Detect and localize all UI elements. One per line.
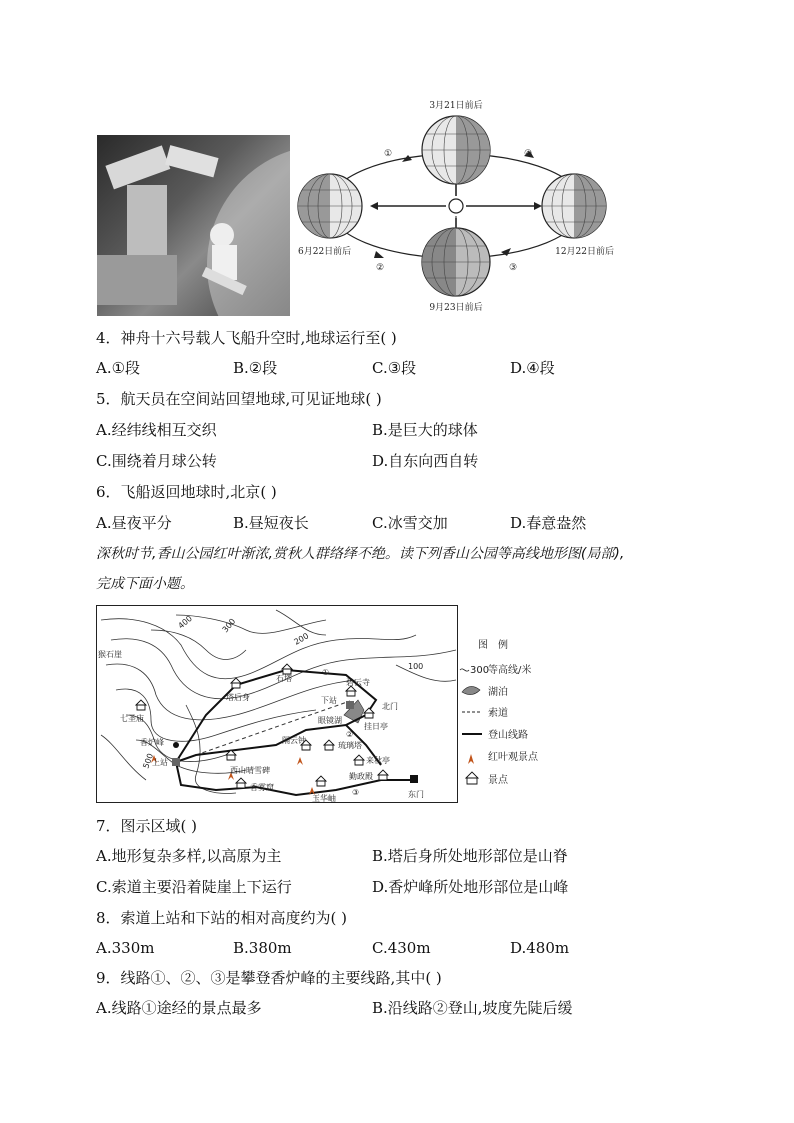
upper-station-marker [172,758,180,766]
legend-route: 登山线路 [488,730,528,741]
label-yuhuaxiu: 玉华岫 [312,794,336,803]
q8-option-b: B.380m [233,939,292,957]
astronaut-photo [97,135,290,316]
legend-redleaf: 红叶观景点 [488,752,538,763]
label-june: 6月22日前后 [298,247,352,257]
label-tahoushen: 塔后身 [226,693,250,702]
contour-symbol [460,669,469,671]
q4-option-c: C.③段 [372,359,417,377]
route-3-label: ③ [352,788,360,797]
legend-scenic: 景点 [488,775,508,786]
q7-option-d: D.香炉峰所处地形部位是山峰 [372,878,569,896]
q5-option-b: B.是巨大的球体 [372,421,478,439]
q6-option-d: D.春意盎然 [510,514,587,532]
label-qishengmiao: 七圣庙 [120,714,144,723]
question-4-stem: 4．神舟十六号载人飞船升空时,地球运行至( ) [96,329,397,347]
scenic-spot-icon [466,772,478,784]
q9-option-a: A.线路①途经的景点最多 [96,999,262,1017]
q5-option-c: C.围绕着月球公转 [96,452,217,470]
q6-option-c: C.冰雪交加 [372,514,448,532]
label-guairiting: 挂日亭 [364,722,388,731]
label-xiangwuku: 香雾窟 [250,783,274,792]
q9-option-b: B.沿线路②登山,坡度先陡后缓 [372,999,573,1017]
globe-march [422,116,490,184]
legend-contour-sample: 300 [470,665,490,676]
contour-500: 500 [141,752,156,770]
east-gate-marker [410,775,418,783]
contour-100: 100 [408,662,424,671]
label-laiqiuting: 来秋亭 [366,756,390,765]
question-9-stem: 9．线路①、②、③是攀登香炉峰的主要线路,其中( ) [96,969,442,987]
q7-option-a: A.地形复杂多样,以高原为主 [96,847,282,865]
legend-lake: 湖泊 [488,687,508,698]
map-legend [458,636,568,806]
contour-200: 200 [292,631,311,647]
route-2-label: ② [346,730,354,739]
q4-option-d: D.④段 [510,359,555,377]
contour-300: 300 [220,616,238,635]
lake-symbol [462,686,480,694]
q4-option-a: A.①段 [96,359,141,377]
label-geyunzhong: 隔云钟 [282,736,306,745]
label-march: 3月21日前后 [429,101,483,111]
red-leaf-icon [468,754,474,764]
segment-3: ③ [509,263,518,273]
q8-option-d: D.480m [510,939,570,957]
label-xianglufeng: 香炉峰 [140,738,164,747]
q8-option-a: A.330m [96,939,155,957]
intro-line-2: 完成下面小题。 [96,576,194,592]
segment-4: ④ [524,149,533,159]
question-6-stem: 6．飞船返回地球时,北京( ) [96,483,277,501]
globe-december [542,174,606,238]
label-liulita: 琉璃塔 [338,741,362,750]
earth-revolution-diagram [296,96,626,320]
label-guishi: 猴石崖 [98,650,122,659]
label-yanjinghu: 眼镜湖 [318,716,342,725]
xiangshan-contour-map [96,605,458,803]
label-shangzhan: 上站 [152,758,168,767]
label-beimen: 北门 [382,702,398,711]
q5-option-a: A.经纬线相互交织 [96,421,217,439]
q7-option-b: B.塔后身所处地形部位是山脊 [372,847,568,865]
segment-1: ① [384,149,393,159]
q6-option-a: A.昼夜平分 [96,514,172,532]
label-september: 9月23日前后 [429,303,483,313]
globe-june [298,174,362,238]
question-8-stem: 8．索道上站和下站的相对高度约为( ) [96,909,348,927]
legend-title: 图 例 [478,640,508,651]
label-dongmen: 东门 [408,790,424,799]
globe-september [422,228,490,296]
label-xishanqingxue: 西山晴雪碑 [230,766,270,775]
label-shita: 石塔 [276,674,292,683]
legend-contour: 等高线/米 [488,665,532,676]
q6-option-b: B.昼短夜长 [233,514,309,532]
question-5-stem: 5．航天员在空间站回望地球,可见证地球( ) [96,390,382,408]
intro-line-1: 深秋时节,香山公园红叶渐浓,赏秋人群络绎不绝。读下列香山公园等高线地形图(局部), [96,546,625,562]
label-biyunsi: 碧云寺 [346,678,370,687]
label-december: 12月22日前后 [555,247,614,257]
contour-400: 400 [176,613,194,631]
route-1-label: ① [322,668,330,677]
label-xiazhan: 下站 [321,696,337,705]
legend-cable: 索道 [488,708,508,719]
label-qinzhengdian: 勤政殿 [349,772,373,781]
q4-option-b: B.②段 [233,359,278,377]
question-7-stem: 7．图示区域( ) [96,817,198,835]
q8-option-c: C.430m [372,939,431,957]
segment-2: ② [376,263,385,273]
q5-option-d: D.自东向西自转 [372,452,479,470]
q7-option-c: C.索道主要沿着陡崖上下运行 [96,878,292,896]
lower-station-marker [346,701,354,709]
peak-marker [173,742,179,748]
